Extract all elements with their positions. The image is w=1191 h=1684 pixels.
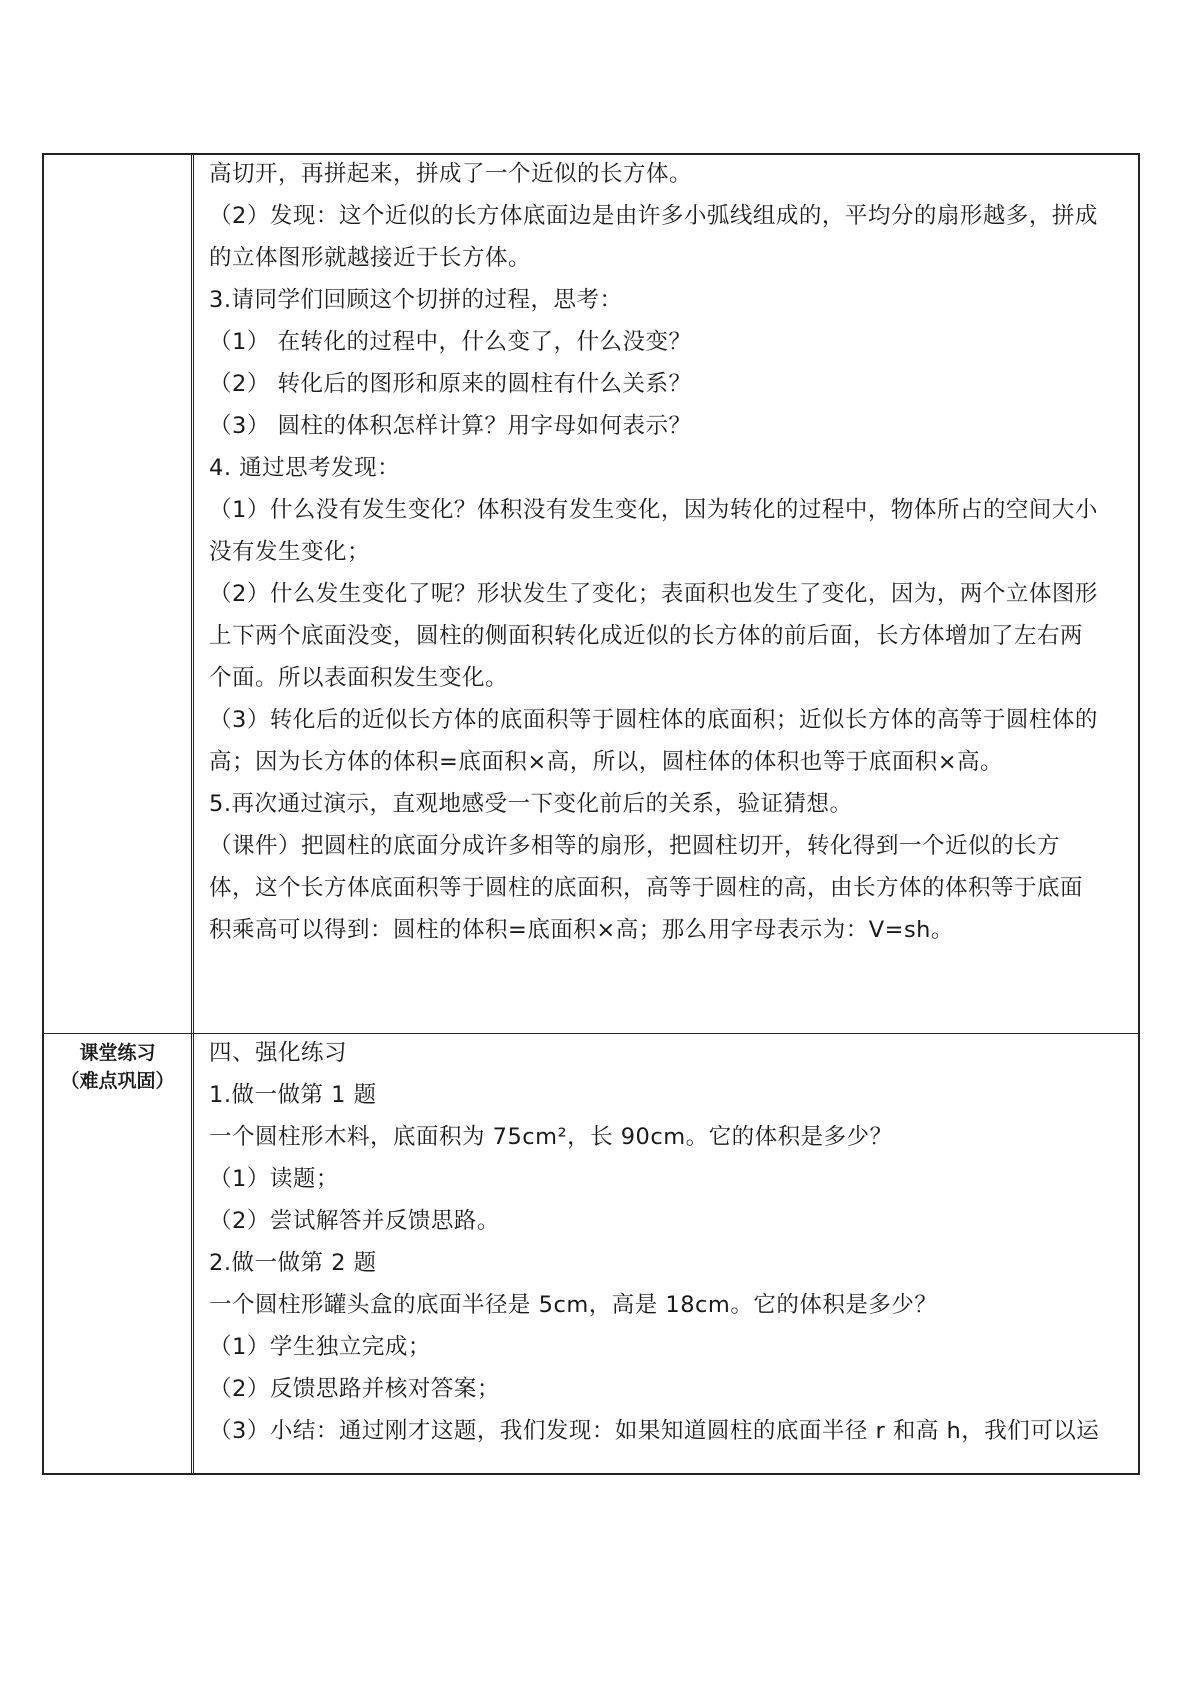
text-line: （1）学生独立完成； — [209, 1334, 431, 1360]
row-content-cell-practice — [197, 1034, 1138, 1474]
column-divider — [191, 1034, 194, 1474]
table-row-practice — [44, 1033, 1138, 1474]
text-line: （2）反馈思路并核对答案； — [209, 1376, 500, 1402]
text-line: （2）尝试解答并反馈思路。 — [209, 1208, 500, 1234]
text-line: （3）转化后的近似长方体的底面积等于圆柱体的底面积；近似长方体的高等于圆柱体的 — [209, 707, 1098, 733]
row-label-cell-practice — [44, 1034, 191, 1474]
text-line: 四、强化练习 — [209, 1040, 348, 1066]
table-row-process — [44, 155, 1138, 1033]
row-content-cell-process — [197, 155, 1138, 1033]
text-line: （2）什么发生变化了呢？形状发生了变化；表面积也发生了变化，因为，两个立体图形 — [209, 581, 1098, 607]
text-line: 上下两个底面没变，圆柱的侧面积转化成近似的长方体的前后面，长方体增加了左右两 — [209, 623, 1084, 649]
text-line: 高切开，再拼起来，拼成了一个近似的长方体。 — [209, 161, 693, 187]
text-line: 没有发生变化； — [209, 539, 371, 565]
text-line: （课件）把圆柱的底面分成许多相等的扇形，把圆柱切开，转化得到一个近似的长方 — [209, 833, 1061, 859]
text-line: 高；因为长方体的体积=底面积×高，所以，圆柱体的体积也等于底面积×高。 — [209, 749, 1004, 775]
text-line: 5.再次通过演示，直观地感受一下变化前后的关系，验证猜想。 — [209, 791, 853, 817]
text-line: 一个圆柱形罐头盒的底面半径是 5cm，高是 18cm。它的体积是多少？ — [209, 1292, 938, 1318]
row-label-line1: 课堂练习 — [79, 1042, 156, 1064]
text-line: （3）小结：通过刚才这题，我们发现：如果知道圆柱的底面半径 r 和高 h，我们可以运 — [209, 1418, 1100, 1444]
text-line: （1）读题； — [209, 1166, 339, 1192]
text-line: 一个圆柱形木料，底面积为 75cm²，长 90cm。它的体积是多少？ — [209, 1124, 893, 1150]
text-line: （3） 圆柱的体积怎样计算？用字母如何表示？ — [209, 413, 692, 439]
text-line: 2.做一做第 2 题 — [209, 1250, 377, 1276]
text-line: 体，这个长方体底面积等于圆柱的底面积，高等于圆柱的高，由长方体的体积等于底面 — [209, 875, 1084, 901]
text-line: 积乘高可以得到：圆柱的体积=底面积×高；那么用字母表示为：V=sh。 — [209, 917, 954, 943]
text-line: 的立体图形就越接近于长方体。 — [209, 245, 532, 271]
row-label-line2: （难点巩固） — [60, 1070, 175, 1092]
text-line: （2）发现：这个近似的长方体底面边是由许多小弧线组成的，平均分的扇形越多，拼成 — [209, 203, 1098, 229]
text-line: （2） 转化后的图形和原来的圆柱有什么关系？ — [209, 371, 692, 397]
text-line: （1）什么没有发生变化？体积没有发生变化，因为转化的过程中，物体所占的空间大小 — [209, 497, 1098, 523]
row-label-cell-empty — [44, 155, 191, 1033]
lesson-plan-table — [42, 153, 1140, 1475]
column-divider — [191, 155, 194, 1033]
text-line: 3.请同学们回顾这个切拼的过程，思考： — [209, 287, 623, 313]
text-line: 1.做一做第 1 题 — [209, 1082, 377, 1108]
text-line: 4. 通过思考发现： — [209, 455, 401, 481]
text-line: （1） 在转化的过程中，什么变了，什么没变？ — [209, 329, 692, 355]
text-line: 个面。所以表面积发生变化。 — [209, 665, 509, 691]
